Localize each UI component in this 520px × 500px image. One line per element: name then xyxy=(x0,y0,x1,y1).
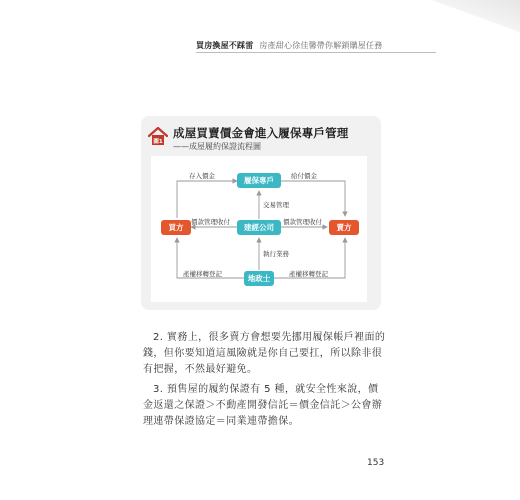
paragraph-3: 3. 預售屋的履約保證有 5 種，就安全性來說，價金返還之保證＞不動產開發信託＝價金信託＞公會辦理連帶保證協定＝同業連帶擔保。 xyxy=(143,384,383,427)
label-seller-title-transfer: 產權移轉登記 xyxy=(289,270,328,278)
label-pay-funds: 給付價金 xyxy=(291,172,317,180)
label-seller-payment-management: 價款管理收付 xyxy=(283,218,322,226)
book-title: 買房換屋不踩雷 xyxy=(196,41,254,50)
figure-subtitle: ——成屋履約保證流程圖 xyxy=(173,142,261,151)
label-deposit-funds: 存入價金 xyxy=(189,172,215,180)
page-number: 153 xyxy=(367,458,385,468)
page-corner-fold xyxy=(430,0,520,38)
header-divider xyxy=(196,52,436,53)
body-text xyxy=(143,330,388,434)
running-header xyxy=(196,40,396,51)
label-execute-business: 執行業務 xyxy=(263,250,289,258)
label-buyer-payment-management: 價款管理收付 xyxy=(191,218,230,226)
node-buyer: 買方 xyxy=(161,220,191,235)
book-subtitle: 房產甜心徐佳馨帶你解鎖購屋任務 xyxy=(259,41,383,50)
house-icon xyxy=(148,126,168,146)
figure-title: 成屋買賣價金會進入履保專戶管理 xyxy=(173,126,349,140)
figure-badge: 圖1 xyxy=(153,139,163,145)
node-escrow-account: 履保專戶 xyxy=(237,173,281,188)
figure-header xyxy=(148,124,378,154)
node-land-scrivener: 地政士 xyxy=(244,271,274,286)
arrow-buyer-to-escrow xyxy=(177,181,237,218)
escrow-flow-diagram xyxy=(151,156,367,302)
arrow-escrow-to-seller xyxy=(281,181,345,216)
label-transaction-management: 交易管理 xyxy=(263,201,289,209)
node-trust-company: 建經公司 xyxy=(237,220,281,235)
node-seller: 賣方 xyxy=(329,220,359,235)
label-buyer-title-transfer: 產權移轉登記 xyxy=(183,270,222,278)
paragraph-2: 2. 實務上，很多賣方會想要先挪用履保帳戶裡面的錢，但你要知道這風險就是你自己要扛，所以除非很有把握，不然最好避免。 xyxy=(143,332,386,375)
